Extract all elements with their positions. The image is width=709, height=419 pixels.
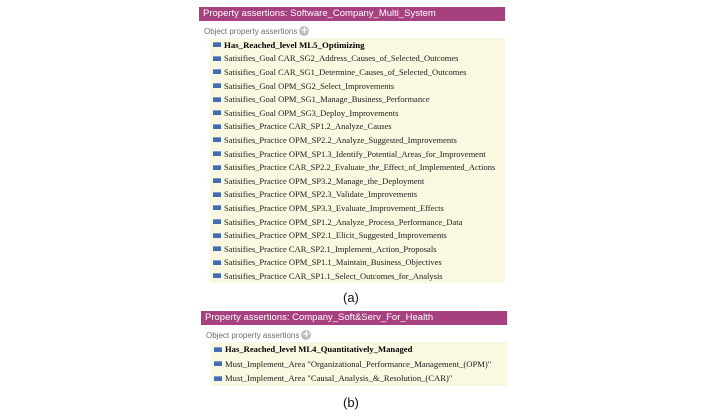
assertion-text: Has_Reached_level ML4_Quantitatively_Managed (225, 344, 413, 355)
assertion-text: Satisifies_Practice CAR_SP1.1_Select_Outcomes_for_Analysis (224, 270, 443, 281)
object-property-icon (213, 219, 221, 224)
panel-title-bar: Property assertions: Company_Soft&Serv_For_Health (201, 311, 507, 325)
object-property-icon (213, 97, 221, 102)
object-property-assertions-header (201, 328, 507, 342)
object-property-icon (213, 273, 221, 278)
assertion-text: Satisifies_Practice CAR_SP1.2_Analyze_Causes (224, 121, 392, 132)
figure-caption-a: (a) (343, 290, 359, 305)
object-property-icon (213, 165, 221, 170)
assertion-text: Satisifies_Practice OPM_SP2.2_Analyze_Suggested_Improvements (224, 134, 457, 145)
assertion-row[interactable] (211, 371, 507, 386)
object-property-icon (213, 56, 221, 61)
assertion-text: Has_Reached_level ML5_Optimizing (224, 39, 365, 50)
assertion-row[interactable] (210, 242, 505, 256)
assertion-row[interactable] (210, 65, 505, 79)
object-property-icon (213, 178, 221, 183)
assertion-row[interactable] (210, 133, 505, 147)
assertion-row[interactable] (210, 120, 505, 134)
assertion-row[interactable] (210, 215, 505, 229)
add-circle-icon[interactable]: + (300, 25, 309, 36)
object-property-icon (213, 260, 221, 265)
assertion-list (210, 38, 505, 283)
assertion-row[interactable] (211, 342, 507, 357)
assertion-row[interactable] (210, 52, 505, 66)
assertion-row[interactable] (210, 174, 505, 188)
assertion-row[interactable] (210, 228, 505, 242)
assertion-text: Satisifies_Practice CAR_SP2.1_Implement_Action_Proposals (224, 243, 437, 254)
panel-title-bar: Property assertions: Software_Company_Multi_System (199, 7, 505, 21)
object-property-icon (213, 192, 221, 197)
assertion-text: Satisifies_Goal OPM_SG3_Deploy_Improvements (224, 107, 399, 118)
object-property-icon (213, 42, 221, 47)
add-circle-icon[interactable]: + (302, 329, 311, 340)
section-label: Object property assertions (204, 26, 298, 36)
assertion-text: Satisifies_Practice OPM_SP3.2_Manage_the_Deployment (224, 175, 425, 186)
assertion-text: Satisifies_Practice OPM_SP1.1_Maintain_Business_Objectives (224, 257, 442, 268)
property-assertions-panel-a (199, 7, 505, 288)
object-property-icon (213, 69, 221, 74)
object-property-icon (213, 83, 221, 88)
assertion-text: Satisifies_Goal CAR_SG2_Address_Causes_of_Selected_Outcomes (224, 53, 459, 64)
section-label: Object property assertions (206, 330, 300, 340)
assertion-row[interactable] (210, 38, 505, 52)
assertion-row[interactable] (210, 147, 505, 161)
object-property-icon (213, 205, 221, 210)
assertion-row[interactable] (210, 106, 505, 120)
assertion-text: Satisifies_Practice OPM_SP1.2_Analyze_Process_Performance_Data (224, 216, 463, 227)
assertion-text: Must_Implement_Area "Causal_Analysis_&_Resolution_(CAR)" (225, 373, 453, 384)
assertion-row[interactable] (210, 269, 505, 283)
object-property-icon (213, 246, 221, 251)
assertion-row[interactable] (210, 160, 505, 174)
assertion-text: Satisifies_Goal OPM_SG1_Manage_Business_Performance (224, 94, 430, 105)
object-property-icon (213, 233, 221, 238)
assertion-row[interactable] (211, 357, 507, 372)
object-property-icon (213, 137, 221, 142)
assertion-row[interactable] (210, 256, 505, 270)
assertion-text: Satisifies_Practice CAR_SP2.2_Evaluate_the_Effect_of_Implemented_Actions (224, 162, 496, 173)
assertion-row[interactable] (210, 201, 505, 215)
assertion-text: Satisifies_Practice OPM_SP3.3_Evaluate_Improvement_Effects (224, 202, 444, 213)
assertion-text: Satisifies_Practice OPM_SP1.3_Identify_Potential_Areas_for_Improvement (224, 148, 486, 159)
object-property-assertions-header (199, 24, 505, 38)
assertion-row[interactable] (210, 92, 505, 106)
object-property-icon (213, 124, 221, 129)
object-property-icon (214, 347, 222, 352)
assertion-row[interactable] (210, 79, 505, 93)
assertion-row[interactable] (210, 188, 505, 202)
property-assertions-panel-b (201, 311, 507, 388)
assertion-text: Satisifies_Goal OPM_SG2_Select_Improvements (224, 80, 395, 91)
assertion-text: Must_Implement_Area "Organizational_Performance_Management_(OPM)" (225, 358, 492, 369)
object-property-icon (213, 110, 221, 115)
object-property-icon (213, 151, 221, 156)
assertion-text: Satisifies_Goal CAR_SG1_Determine_Causes_of_Selected_Outcomes (224, 66, 467, 77)
assertion-text: Satisifies_Practice OPM_SP2.1_Elicit_Suggested_Improvements (224, 230, 447, 241)
object-property-icon (214, 361, 222, 366)
assertion-list (211, 342, 507, 386)
assertion-text: Satisifies_Practice OPM_SP2.3_Validate_Improvements (224, 189, 418, 200)
figure-caption-b: (b) (343, 395, 359, 410)
object-property-icon (214, 376, 222, 381)
